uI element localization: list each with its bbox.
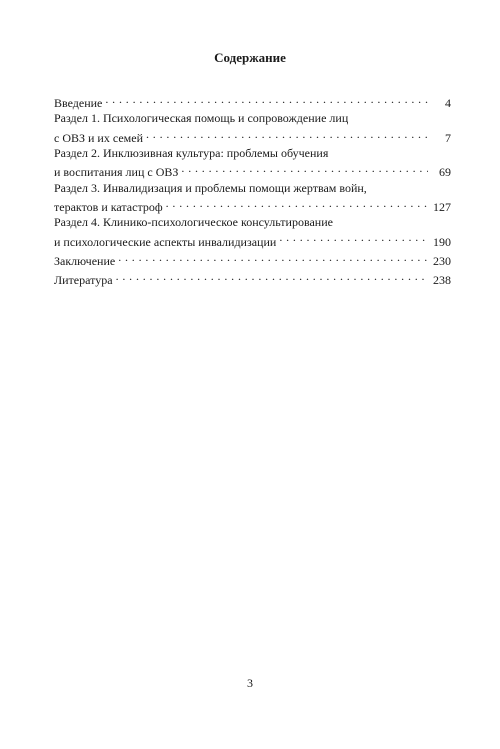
dot-leader — [279, 230, 428, 245]
toc-entry-row — [54, 161, 451, 180]
toc-entry-title-line: Раздел 4. Клинико-психологическое консультирование — [54, 215, 333, 230]
toc-entry-page: 127 — [433, 199, 451, 214]
toc-entry-page: 4 — [445, 96, 451, 111]
dot-leader — [181, 161, 428, 176]
toc-entry-title: с ОВЗ и их семей — [54, 130, 143, 145]
dot-leader — [105, 92, 428, 107]
toc-entry-section-1[interactable] — [54, 111, 451, 146]
toc-entry-page: 69 — [439, 165, 451, 180]
toc-entry-section-4[interactable] — [54, 215, 451, 250]
toc-entry-page: 7 — [445, 130, 451, 145]
dot-leader — [118, 250, 428, 265]
toc-entry-row — [54, 127, 451, 146]
toc-entry-title: и психологические аспекты инвалидизации — [54, 234, 277, 249]
toc-entry-title: Заключение — [54, 253, 116, 268]
toc-entry-row — [54, 250, 451, 269]
toc-entry-section-3[interactable] — [54, 181, 451, 216]
toc-entry-conclusion[interactable] — [54, 250, 451, 269]
toc-entry-title-line: Раздел 2. Инклюзивная культура: проблемы обучения — [54, 145, 329, 160]
toc-entry-row — [54, 269, 451, 288]
toc-entry-section-2[interactable] — [54, 146, 451, 181]
dot-leader — [146, 127, 428, 142]
table-of-contents — [54, 92, 451, 289]
toc-entry-row — [54, 92, 451, 111]
dot-leader — [116, 269, 428, 284]
toc-entry-title-line: Раздел 1. Психологическая помощь и сопровождение лиц — [54, 111, 349, 126]
toc-entry-title: Введение — [54, 96, 103, 111]
toc-title: Содержание — [214, 50, 286, 65]
toc-entry-references[interactable] — [54, 269, 451, 288]
toc-entry-title: и воспитания лиц с ОВЗ — [54, 165, 179, 180]
toc-entry-title: терактов и катастроф — [54, 199, 163, 214]
toc-entry-title-line: Раздел 3. Инвалидизация и проблемы помощи жертвам войн, — [54, 180, 367, 195]
toc-entry-title: Литература — [54, 273, 113, 288]
toc-entry-row — [54, 196, 451, 215]
page-number: 3 — [247, 676, 253, 690]
toc-entry-page: 238 — [433, 273, 451, 288]
dot-leader — [166, 196, 428, 211]
toc-entry-page: 230 — [433, 253, 451, 268]
toc-entry-row — [54, 230, 451, 249]
toc-entry-introduction[interactable] — [54, 92, 451, 111]
toc-entry-page: 190 — [433, 234, 451, 249]
